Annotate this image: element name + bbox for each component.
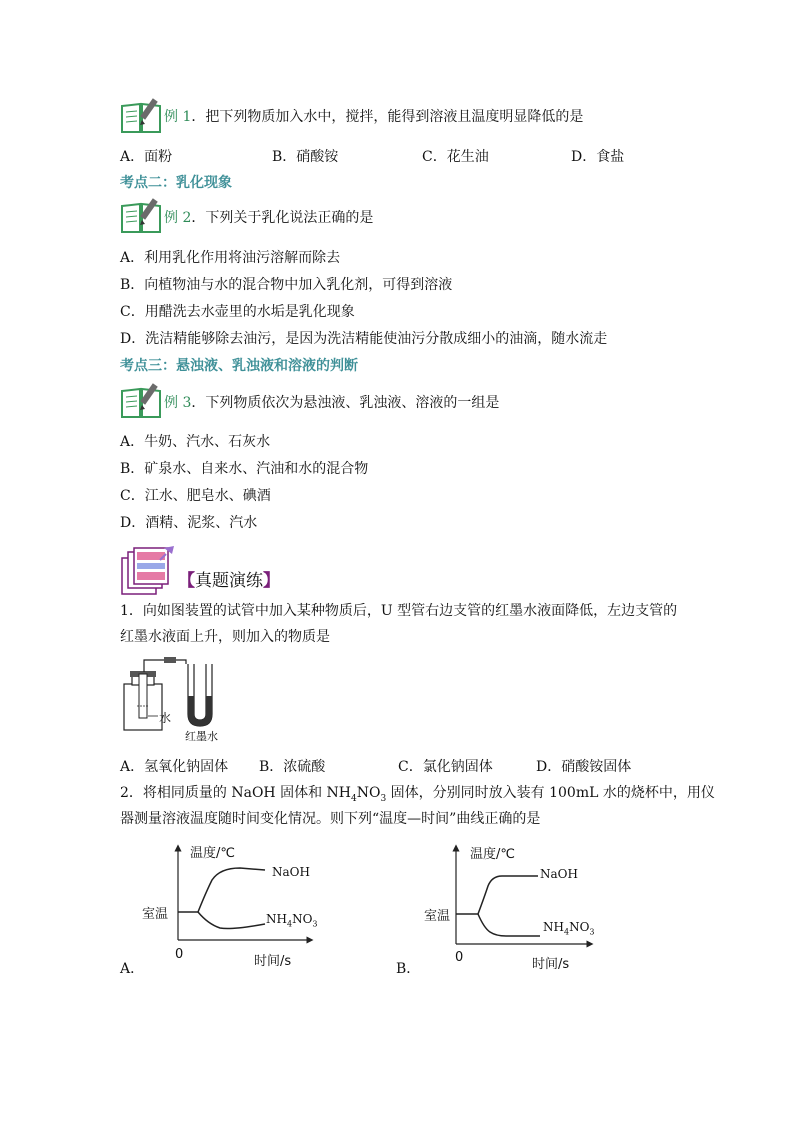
graph-b-room-temp: 室温 [424, 909, 451, 924]
key-point-3: 考点三：悬浊液、乳浊液和溶液的判断 [120, 358, 358, 374]
q2-option-b[interactable]: B． [396, 961, 421, 977]
q1-option-d[interactable]: D．硝酸铵固体 [536, 759, 632, 775]
graph-b-origin: 0 [455, 950, 464, 965]
example1-option-c[interactable]: C．花生油 [422, 149, 489, 165]
graph-a-room-temp: 室温 [142, 907, 169, 922]
example2-option-d[interactable]: D．洗洁精能够除去油污，是因为洗洁精能使油污分散成细小的油滴，随水流走 [120, 331, 608, 347]
water-label: 水 [159, 711, 172, 725]
q1-option-a[interactable]: A．氢氧化钠固体 [120, 759, 229, 775]
example3-question: 例 3．下列物质依次为悬浊液、乳浊液、溶液的一组是 [164, 395, 500, 411]
graph-a-naoh-label: NaOH [272, 865, 310, 879]
book-pencil-icon [118, 383, 164, 421]
example1-option-b[interactable]: B．硝酸铵 [272, 149, 339, 165]
example2-option-b[interactable]: B．向植物油与水的混合物中加入乳化剂，可得到溶液 [120, 277, 453, 293]
graph-b-ylabel: 温度/℃ [470, 847, 515, 862]
q1-option-b[interactable]: B．浓硫酸 [259, 759, 326, 775]
red-ink-label: 红墨水 [185, 730, 218, 743]
example1-option-a[interactable]: A．面粉 [120, 149, 173, 165]
graph-a-nh4no3-curve [198, 912, 265, 929]
example1-option-d[interactable]: D．食盐 [571, 149, 625, 165]
practice-papers-icon [120, 546, 178, 596]
example3-option-a[interactable]: A．牛奶、汽水、石灰水 [120, 434, 271, 450]
q1-line2: 红墨水液面上升，则加入的物质是 [120, 629, 330, 645]
q2-line1: 2．将相同质量的 NaOH 固体和 $NH_4NO_3$ 固体，分别同时放入装有 100mL 水的烧杯中，用仪 [120, 785, 715, 804]
q1-option-c[interactable]: C．氯化钠固体 [398, 759, 493, 775]
book-pencil-icon [118, 198, 164, 236]
graph-a-ylabel: 温度/℃ [190, 846, 235, 861]
example2-option-a[interactable]: A．利用乳化作用将油污溶解而除去 [120, 250, 341, 266]
graph-a-xlabel: 时间/s [254, 954, 292, 969]
graph-b-naoh-curve [456, 876, 538, 914]
example3-option-d[interactable]: D．酒精、泥浆、汽水 [120, 515, 258, 531]
key-point-2: 考点二：乳化现象 [120, 175, 232, 191]
graph-b-xlabel: 时间/s [532, 957, 570, 972]
graph-b-nh4no3-label: $NH_4NO_3$ [543, 920, 595, 937]
graph-a-nh4no3-label: $NH_4NO_3$ [266, 912, 318, 929]
q2-line2: 器测量溶液温度随时间变化情况。则下列“温度—时间”曲线正确的是 [120, 811, 541, 827]
graph-b-naoh-label: NaOH [540, 867, 578, 881]
example3-option-c[interactable]: C．江水、肥皂水、碘酒 [120, 488, 271, 504]
q1-line1: 1．向如图装置的试管中加入某种物质后，U 型管右边支管的红墨水液面降低，左边支管的 [120, 603, 678, 619]
book-pencil-icon [118, 98, 164, 136]
graph-a-origin: 0 [175, 947, 184, 962]
graph-a-naoh-curve [178, 868, 265, 912]
example2-question: 例 2．下列关于乳化说法正确的是 [164, 210, 374, 226]
q2-option-a[interactable]: A． [120, 961, 145, 977]
example2-option-c[interactable]: C．用醋洗去水壶里的水垢是乳化现象 [120, 304, 355, 320]
example3-option-b[interactable]: B．矿泉水、自来水、汽油和水的混合物 [120, 461, 369, 477]
section-heading: 【真题演练】 [178, 571, 280, 591]
example1-question: 例 1．把下列物质加入水中，搅拌，能得到溶液且温度明显降低的是 [164, 109, 584, 125]
graph-b-nh4no3-curve [478, 914, 540, 936]
